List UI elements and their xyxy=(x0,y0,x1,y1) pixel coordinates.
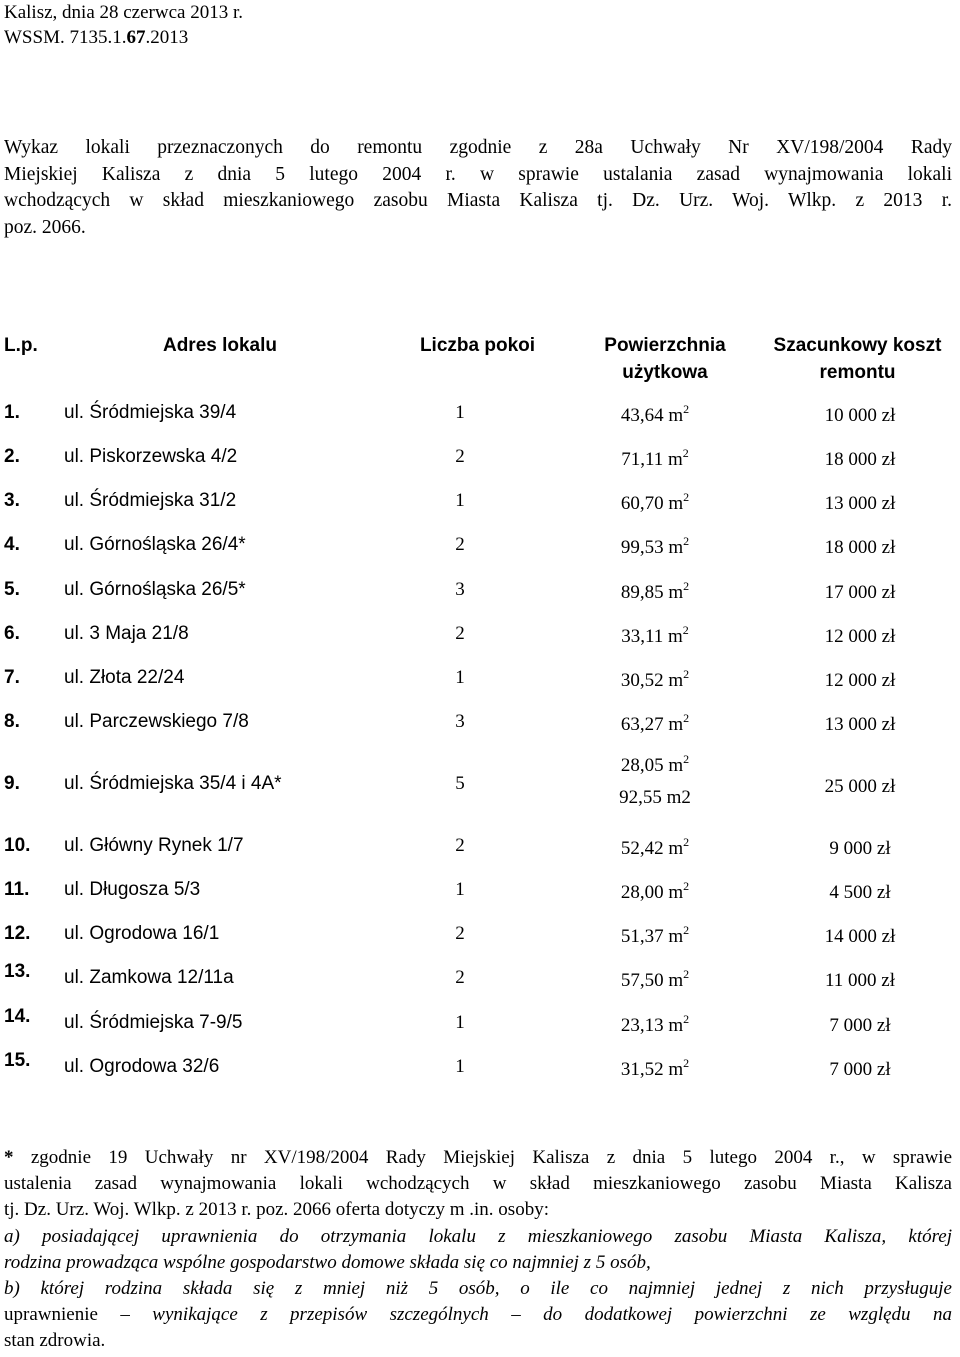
row-cost: 7 000 zł xyxy=(829,1015,891,1036)
row-lp: 6. xyxy=(4,623,20,644)
row-area-exponent: 2 xyxy=(682,623,689,637)
row-rooms: 1 xyxy=(455,1012,465,1033)
row-area-value: 51,37 m xyxy=(620,926,684,947)
row-area-value: 89,85 m xyxy=(620,582,684,603)
row-area-exponent: 2 xyxy=(682,446,689,460)
row-area-value: 33,11 m xyxy=(621,626,683,647)
reference-number xyxy=(4,27,188,49)
row-area-exponent: 2 xyxy=(683,711,690,725)
row-area xyxy=(560,967,750,992)
header-area xyxy=(585,332,745,386)
row-area xyxy=(560,534,750,559)
row-area-exponent: 2 xyxy=(683,579,690,593)
row-area xyxy=(560,752,750,777)
header-address: Adres lokalu xyxy=(162,335,278,356)
row-area-second: 92,55 m2 xyxy=(619,787,691,808)
row-area-exponent: 2 xyxy=(683,667,690,681)
header-cost xyxy=(755,332,960,386)
row-rooms: 2 xyxy=(455,835,465,856)
row-address: ul. Parczewskiego 7/8 xyxy=(64,711,249,732)
row-address: ul. Śródmiejska 7-9/5 xyxy=(64,1012,243,1033)
row-rooms: 2 xyxy=(455,534,465,555)
row-rooms: 1 xyxy=(455,1056,465,1077)
intro-line-2: Miejskiej Kalisza z dnia 5 lutego 2004 r. w sprawie ustalania zasad wynajmowania lokali xyxy=(4,163,952,185)
row-area-exponent: 2 xyxy=(683,1056,690,1070)
row-area-value: 28,00 m xyxy=(620,882,684,903)
row-address: ul. Śródmiejska 35/4 i 4A* xyxy=(64,773,282,794)
row-rooms: 2 xyxy=(455,923,465,944)
intro-line-1: Wykaz lokali przeznaczonych do remontu zgodnie z 28a Uchwały Nr XV/198/2004 Rady xyxy=(4,137,952,158)
row-area-exponent: 2 xyxy=(683,967,690,981)
footer-line-6: b) której rodzina składa się z mniej niż 5 osób, o ile co najmniej jednej z nich przysługuje xyxy=(4,1278,952,1300)
row-lp: 15. xyxy=(4,1050,31,1071)
row-area-exponent: 2 xyxy=(683,402,690,416)
row-area-exponent: 2 xyxy=(683,835,690,849)
row-area xyxy=(560,579,750,604)
row-address: ul. Zamkowa 12/11a xyxy=(64,967,234,988)
header-area-line1: Powierzchnia xyxy=(604,335,726,356)
row-cost: 14 000 zł xyxy=(824,926,896,947)
row-cost: 18 000 zł xyxy=(824,449,896,470)
header-lp: L.p. xyxy=(4,335,38,356)
row-area-value: 52,42 m xyxy=(620,838,684,859)
row-area xyxy=(560,402,750,427)
row-cost: 13 000 zł xyxy=(824,493,896,514)
row-address: ul. 3 Maja 21/8 xyxy=(64,623,189,644)
footer-line-2: ustalenia zasad wynajmowania lokali wchodzących w skład mieszkaniowego zasobu Miasta Kalisza xyxy=(4,1173,952,1195)
row-area-exponent: 2 xyxy=(683,490,690,504)
row-area-value: 71,11 m xyxy=(621,449,683,470)
row-lp: 2. xyxy=(4,446,20,467)
row-area xyxy=(560,879,750,904)
row-lp: 14. xyxy=(4,1006,31,1027)
row-cost: 17 000 zł xyxy=(824,582,896,603)
row-area-value: 63,27 m xyxy=(620,714,684,735)
row-rooms: 1 xyxy=(455,490,465,511)
row-address: ul. Ogrodowa 32/6 xyxy=(64,1056,220,1077)
row-area-value: 99,53 m xyxy=(620,537,684,558)
row-area xyxy=(560,490,750,515)
reference-suffix: .2013 xyxy=(145,27,189,48)
footer-line-1-text: zgodnie 19 Uchwały nr XV/198/2004 Rady Miejskiej Kalisza z dnia 5 lutego 2004 r., w sprawie xyxy=(30,1147,952,1168)
footer-line-7-a: uprawnienie xyxy=(4,1304,98,1326)
row-rooms: 5 xyxy=(455,773,465,794)
row-area-value: 60,70 m xyxy=(620,493,684,514)
footer-line-8: stan zdrowia. xyxy=(4,1330,106,1352)
header-rooms: Liczba pokoi xyxy=(419,335,536,356)
header-cost-line2: remontu xyxy=(819,362,896,383)
place-date: Kalisz, dnia 28 czerwca 2013 r. xyxy=(4,2,243,23)
row-lp: 11. xyxy=(4,879,30,900)
row-lp: 3. xyxy=(4,490,20,511)
row-cost: 13 000 zł xyxy=(824,714,896,735)
row-area-exponent: 2 xyxy=(683,879,690,893)
footer-line-4: a) posiadającej uprawnienia do otrzymania lokalu z mieszkaniowego zasobu Miasta Kalisza, której xyxy=(4,1225,952,1247)
row-rooms: 3 xyxy=(455,579,465,600)
row-address: ul. Długosza 5/3 xyxy=(64,879,201,900)
row-address: ul. Śródmiejska 31/2 xyxy=(64,490,237,511)
footer-star: * xyxy=(4,1147,14,1168)
reference-bold: 67 xyxy=(126,27,146,48)
row-rooms: 2 xyxy=(455,623,465,644)
footer-line-7 xyxy=(4,1302,952,1328)
row-area xyxy=(560,446,750,471)
row-area-value: 31,52 m xyxy=(620,1059,684,1080)
intro-line-4: poz. 2066. xyxy=(4,216,86,238)
row-address: ul. Piskorzewska 4/2 xyxy=(64,446,238,467)
row-lp: 1. xyxy=(4,402,20,423)
row-lp: 13. xyxy=(4,961,31,982)
row-address: ul. Górnośląska 26/4* xyxy=(64,534,246,555)
intro-line-3: wchodzących w skład mieszkaniowego zasobu Miasta Kalisza tj. Dz. Urz. Woj. Wlkp. z 2013 r. xyxy=(4,190,952,211)
row-cost: 12 000 zł xyxy=(824,670,896,691)
row-cost: 9 000 zł xyxy=(829,838,891,859)
row-area-value: 30,52 m xyxy=(620,670,684,691)
row-lp: 7. xyxy=(4,667,20,688)
row-cost: 4 500 zł xyxy=(829,882,891,903)
row-address: ul. Główny Rynek 1/7 xyxy=(64,835,244,856)
intro-paragraph xyxy=(4,135,952,241)
footer-line-3: tj. Dz. Urz. Woj. Wlkp. z 2013 r. poz. 2066 oferta dotyczy m .in. osoby: xyxy=(4,1199,549,1221)
row-rooms: 2 xyxy=(455,967,465,988)
row-cost: 12 000 zł xyxy=(824,626,896,647)
row-lp: 5. xyxy=(4,579,20,600)
row-address: ul. Górnośląska 26/5* xyxy=(64,579,246,600)
row-rooms: 1 xyxy=(455,402,465,423)
reference-prefix: WSSM. 7135.1. xyxy=(4,27,127,48)
row-lp: 9. xyxy=(4,773,20,794)
row-address: ul. Złota 22/24 xyxy=(64,667,185,688)
row-cost: 11 000 zł xyxy=(824,970,895,991)
row-area-exponent: 2 xyxy=(683,1012,690,1026)
row-area xyxy=(560,623,750,648)
row-address: ul. Ogrodowa 16/1 xyxy=(64,923,220,944)
row-area-value: 43,64 m xyxy=(620,405,684,426)
row-area-exponent: 2 xyxy=(683,534,690,548)
footer-note xyxy=(4,1145,952,1355)
row-rooms: 3 xyxy=(455,711,465,732)
row-lp: 12. xyxy=(4,923,31,944)
header-cost-line1: Szacunkowy koszt xyxy=(773,335,942,356)
row-cost: 25 000 zł xyxy=(824,776,896,797)
footer-line-1 xyxy=(4,1145,952,1171)
row-area-exponent: 2 xyxy=(683,752,690,766)
row-area-exponent: 2 xyxy=(683,923,690,937)
row-area-value: 57,50 m xyxy=(620,970,684,991)
footer-line-7-b: – wynikające z przepisów szczególnych – do dodatkowej powierzchni ze względu na xyxy=(120,1304,952,1326)
row-area xyxy=(560,923,750,948)
row-rooms: 1 xyxy=(455,667,465,688)
row-cost: 7 000 zł xyxy=(829,1059,891,1080)
row-area xyxy=(560,835,750,860)
row-cost: 18 000 zł xyxy=(824,537,896,558)
row-area-value: 28,05 m xyxy=(620,755,684,776)
header-area-line2: użytkowa xyxy=(622,362,708,383)
row-area-value: 23,13 m xyxy=(620,1015,684,1036)
row-area xyxy=(560,1056,750,1081)
row-lp: 8. xyxy=(4,711,20,732)
row-rooms: 2 xyxy=(455,446,465,467)
footer-line-5: rodzina prowadząca wspólne gospodarstwo domowe składa się co najmniej z 5 osób, xyxy=(4,1251,651,1273)
row-cost: 10 000 zł xyxy=(824,405,896,426)
row-lp: 4. xyxy=(4,534,20,555)
row-lp: 10. xyxy=(4,835,31,856)
row-area xyxy=(560,1012,750,1037)
row-area xyxy=(560,667,750,692)
row-area xyxy=(560,711,750,736)
row-address: ul. Śródmiejska 39/4 xyxy=(64,402,237,423)
row-rooms: 1 xyxy=(455,879,465,900)
